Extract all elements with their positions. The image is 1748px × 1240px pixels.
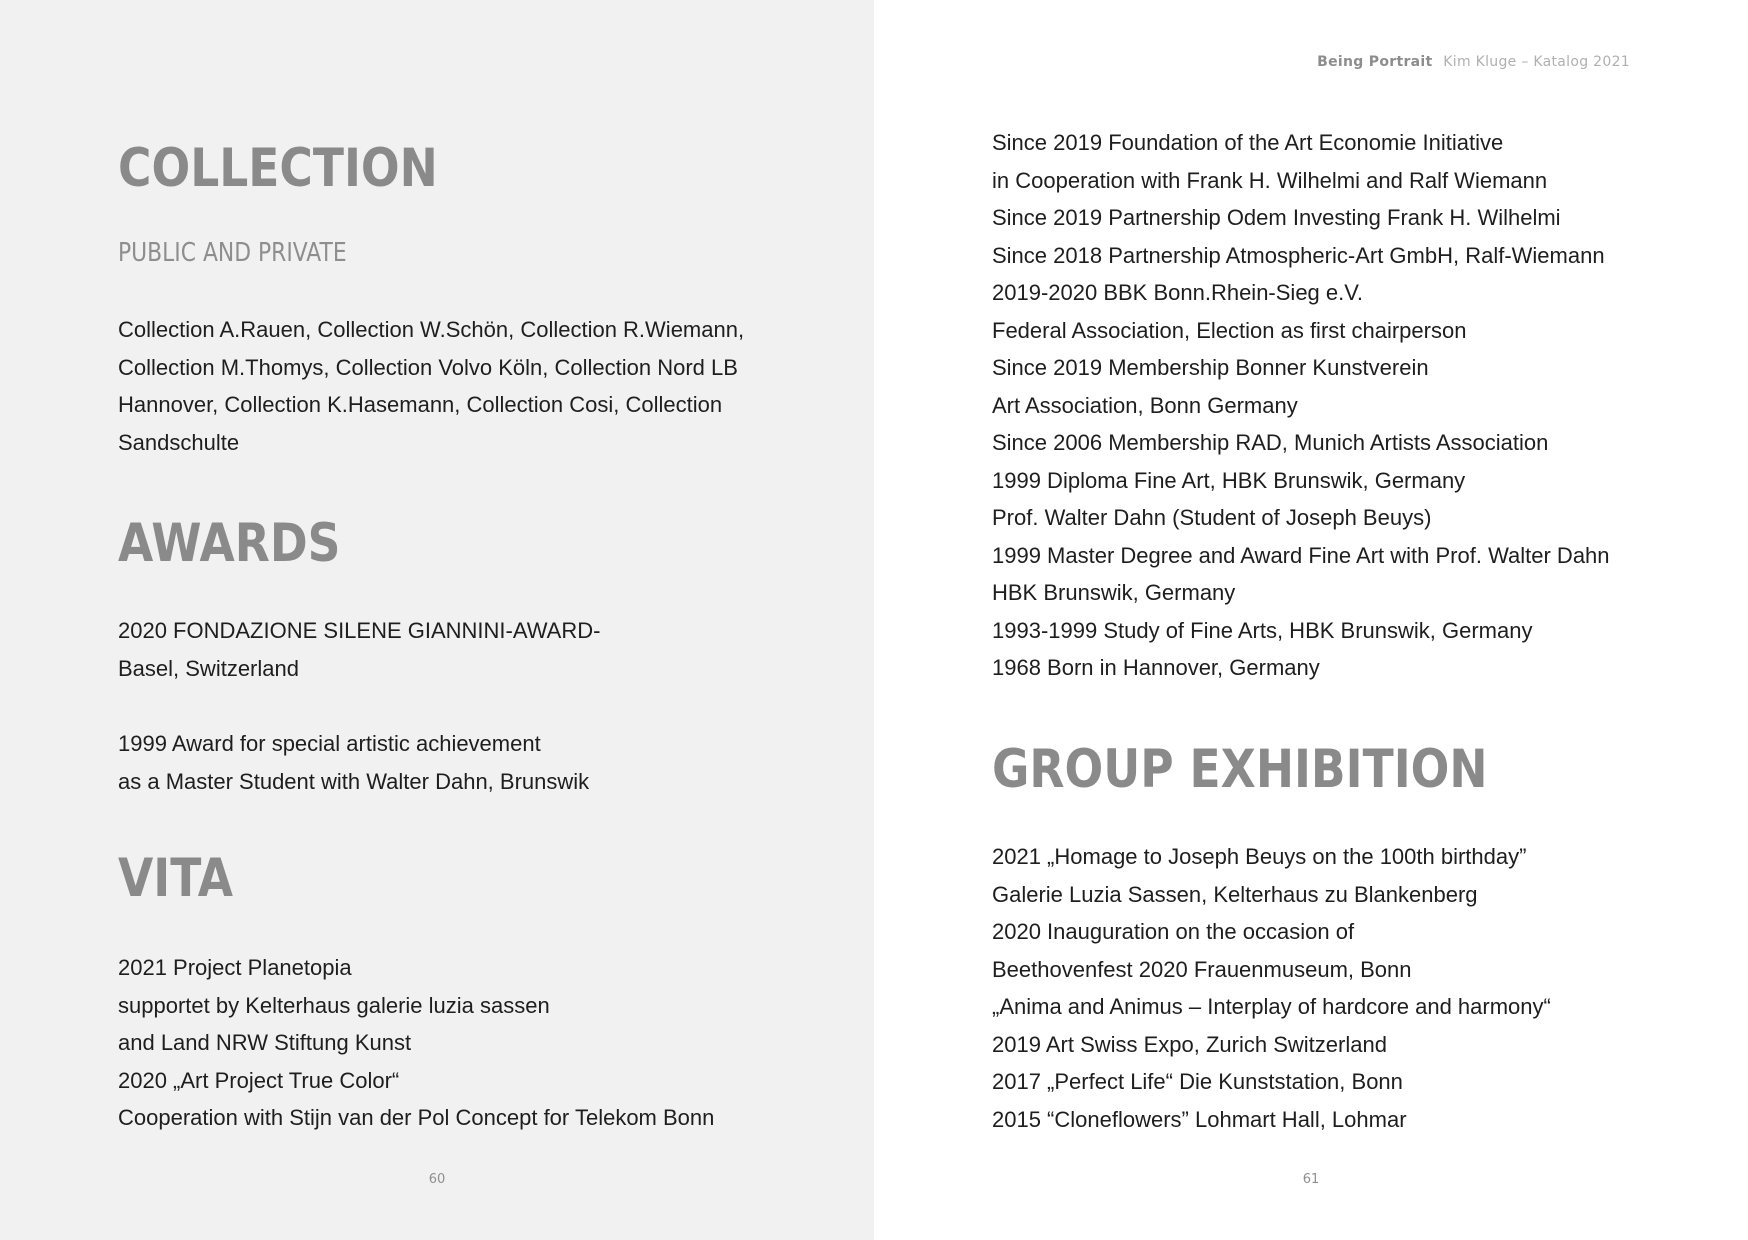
- vita-continued-list: [992, 124, 1610, 687]
- vita-line: 1968 Born in Hannover, Germany: [992, 655, 1320, 680]
- vita-line: 1999 Diploma Fine Art, HBK Brunswik, Germany: [992, 467, 1466, 493]
- vita-line: 2019-2020 BBK Bonn.Rhein-Sieg e.V.: [992, 280, 1364, 305]
- collection-heading: COLLECTION: [118, 138, 438, 199]
- right-page: [874, 0, 1748, 1240]
- group-exhibition-heading: GROUP EXHIBITION: [992, 739, 1488, 800]
- vita-line: 2021 Project Planetopia: [118, 955, 352, 980]
- exhibition-line: „Anima and Animus – Interplay of hardcore and harmony“: [992, 994, 1551, 1019]
- award-line: 1999 Award for special artistic achievement: [118, 731, 541, 756]
- exhibition-line: 2019 Art Swiss Expo, Zurich Switzerland: [992, 1031, 1387, 1057]
- vita-heading: VITA: [118, 848, 234, 909]
- exhibition-line: Beethovenfest 2020 Frauenmuseum, Bonn: [992, 956, 1412, 982]
- vita-line: 2020 „Art Project True Color“: [118, 1067, 400, 1093]
- collection-line: Sandschulte: [118, 429, 240, 455]
- page-number-right: 61: [1302, 1172, 1320, 1187]
- vita-line: 1993-1999 Study of Fine Arts, HBK Brunswik, Germany: [992, 617, 1533, 643]
- award-line: 2020 FONDAZIONE SILENE GIANNINI-AWARD-: [118, 618, 601, 643]
- award-entry: [118, 612, 600, 687]
- vita-line: HBK Brunswik, Germany: [992, 580, 1236, 605]
- page-number-left: 60: [428, 1172, 446, 1187]
- vita-line: in Cooperation with Frank H. Wilhelmi and Ralf Wiemann: [992, 167, 1548, 193]
- awards-heading: AWARDS: [118, 513, 341, 574]
- award-line: Basel, Switzerland: [118, 655, 299, 681]
- exhibition-line: 2021 „Homage to Joseph Beuys on the 100th birthday”: [992, 844, 1527, 869]
- exhibition-line: 2017 „Perfect Life“ Die Kunststation, Bonn: [992, 1069, 1403, 1094]
- vita-line: Since 2019 Partnership Odem Investing Frank H. Wilhelmi: [992, 205, 1561, 230]
- vita-line: 1999 Master Degree and Award Fine Art with Prof. Walter Dahn: [992, 542, 1610, 568]
- vita-line: Art Association, Bonn Germany: [992, 392, 1298, 418]
- running-header: [1317, 54, 1630, 70]
- exhibition-line: Galerie Luzia Sassen, Kelterhaus zu Blankenberg: [992, 881, 1478, 907]
- vita-line: Since 2006 Membership RAD, Munich Artists Association: [992, 430, 1549, 455]
- exhibition-line: 2020 Inauguration on the occasion of: [992, 919, 1355, 944]
- header-title: Being Portrait: [1317, 54, 1433, 70]
- header-subtitle: Kim Kluge – Katalog 2021: [1443, 54, 1630, 70]
- vita-list: [118, 949, 714, 1137]
- vita-line: Since 2019 Foundation of the Art Economie Initiative: [992, 130, 1504, 155]
- award-line: as a Master Student with Walter Dahn, Brunswik: [118, 768, 590, 794]
- group-exhibition-list: [992, 838, 1551, 1138]
- collection-list: [118, 311, 744, 461]
- exhibition-line: 2015 “Cloneflowers” Lohmart Hall, Lohmar: [992, 1106, 1407, 1132]
- vita-line: Since 2019 Membership Bonner Kunstverein: [992, 355, 1429, 380]
- collection-line: Hannover, Collection K.Hasemann, Collection Cosi, Collection: [118, 392, 723, 417]
- vita-line: and Land NRW Stiftung Kunst: [118, 1030, 412, 1055]
- collection-line: Collection M.Thomys, Collection Volvo Köln, Collection Nord LB: [118, 354, 738, 380]
- vita-line: Prof. Walter Dahn (Student of Joseph Beuys): [992, 505, 1432, 530]
- vita-line: Cooperation with Stijn van der Pol Concept for Telekom Bonn: [118, 1105, 715, 1130]
- collection-line: Collection A.Rauen, Collection W.Schön, Collection R.Wiemann,: [118, 317, 745, 342]
- vita-line: supportet by Kelterhaus galerie luzia sassen: [118, 992, 550, 1018]
- award-entry: [118, 725, 589, 800]
- collection-subheading: PUBLIC AND PRIVATE: [118, 238, 347, 268]
- vita-line: Federal Association, Election as first chairperson: [992, 317, 1467, 343]
- vita-line: Since 2018 Partnership Atmospheric-Art GmbH, Ralf-Wiemann: [992, 242, 1605, 268]
